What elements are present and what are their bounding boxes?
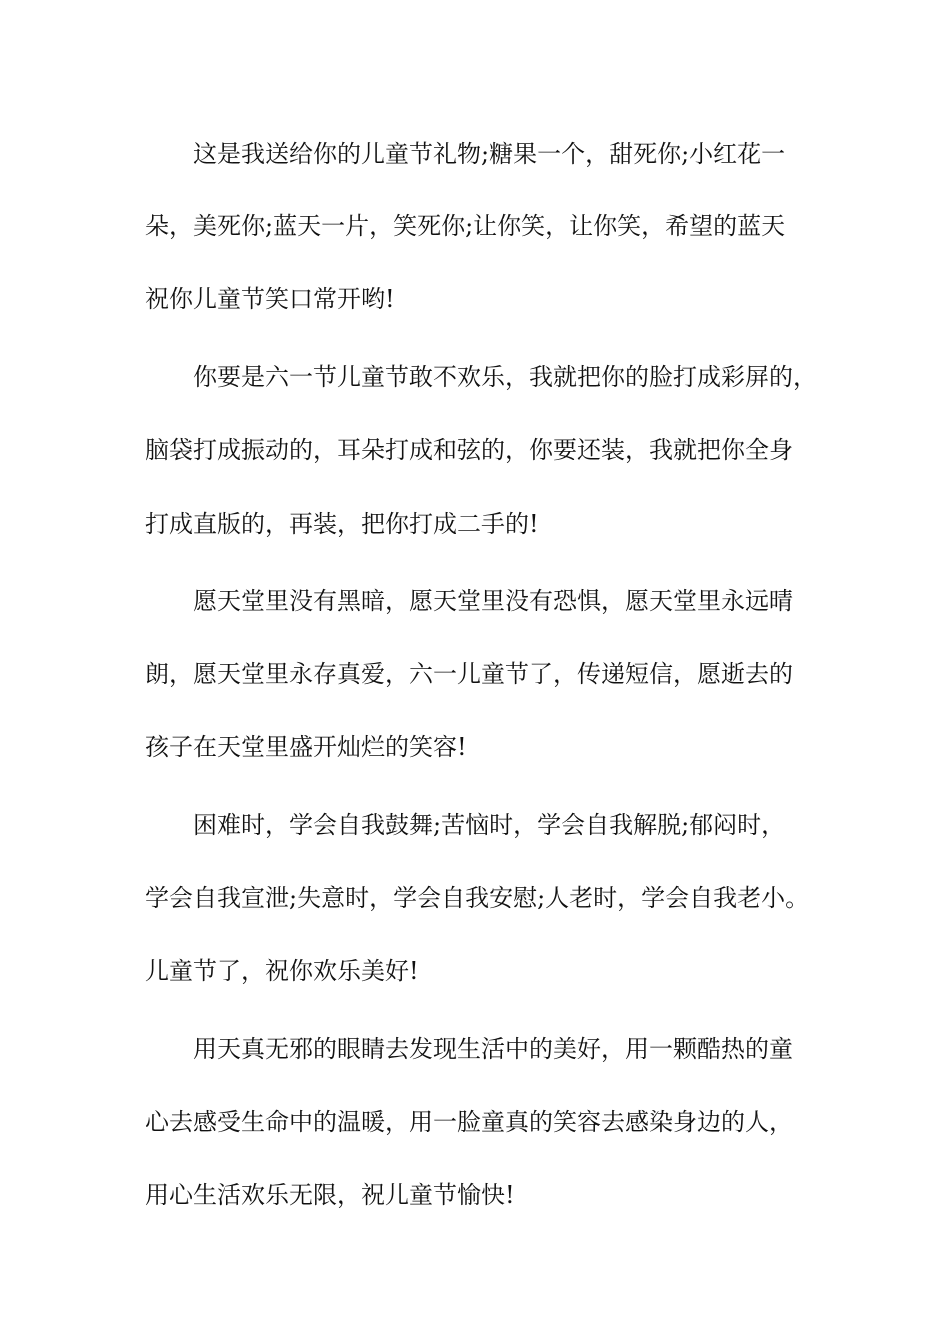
paragraph-4-line-2: 学会自我宣泄;失意时，学会自我安慰;人老时，学会自我老小。 — [145, 884, 810, 912]
paragraph-3-line-1: 愿天堂里没有黑暗，愿天堂里没有恐惧，愿天堂里永远晴 — [193, 587, 793, 615]
paragraph-1-line-1: 这是我送给你的儿童节礼物;糖果一个，甜死你;小红花一 — [193, 140, 786, 168]
paragraph-4-line-1: 困难时，学会自我鼓舞;苦恼时，学会自我解脱;郁闷时， — [193, 811, 786, 839]
paragraph-2-line-1: 你要是六一节儿童节敢不欢乐，我就把你的脸打成彩屏的， — [193, 363, 817, 391]
paragraph-5-line-1: 用天真无邪的眼睛去发现生活中的美好，用一颗酷热的童 — [193, 1035, 793, 1063]
paragraph-3-line-3: 孩子在天堂里盛开灿烂的笑容! — [145, 733, 467, 761]
paragraph-2-line-3: 打成直版的，再装，把你打成二手的! — [145, 510, 539, 538]
paragraph-1-line-2: 朵，美死你;蓝天一片，笑死你;让你笑，让你笑，希望的蓝天 — [145, 212, 786, 240]
paragraph-1-line-3: 祝你儿童节笑口常开哟! — [145, 285, 395, 313]
paragraph-2-line-2: 脑袋打成振动的，耳朵打成和弦的，你要还装，我就把你全身 — [145, 436, 793, 464]
paragraph-5-line-3: 用心生活欢乐无限，祝儿童节愉快! — [145, 1181, 515, 1209]
paragraph-3-line-2: 朗，愿天堂里永存真爱，六一儿童节了，传递短信，愿逝去的 — [145, 660, 793, 688]
paragraph-5-line-2: 心去感受生命中的温暖，用一脸童真的笑容去感染身边的人， — [145, 1108, 793, 1136]
paragraph-4-line-3: 儿童节了，祝你欢乐美好! — [145, 957, 419, 985]
